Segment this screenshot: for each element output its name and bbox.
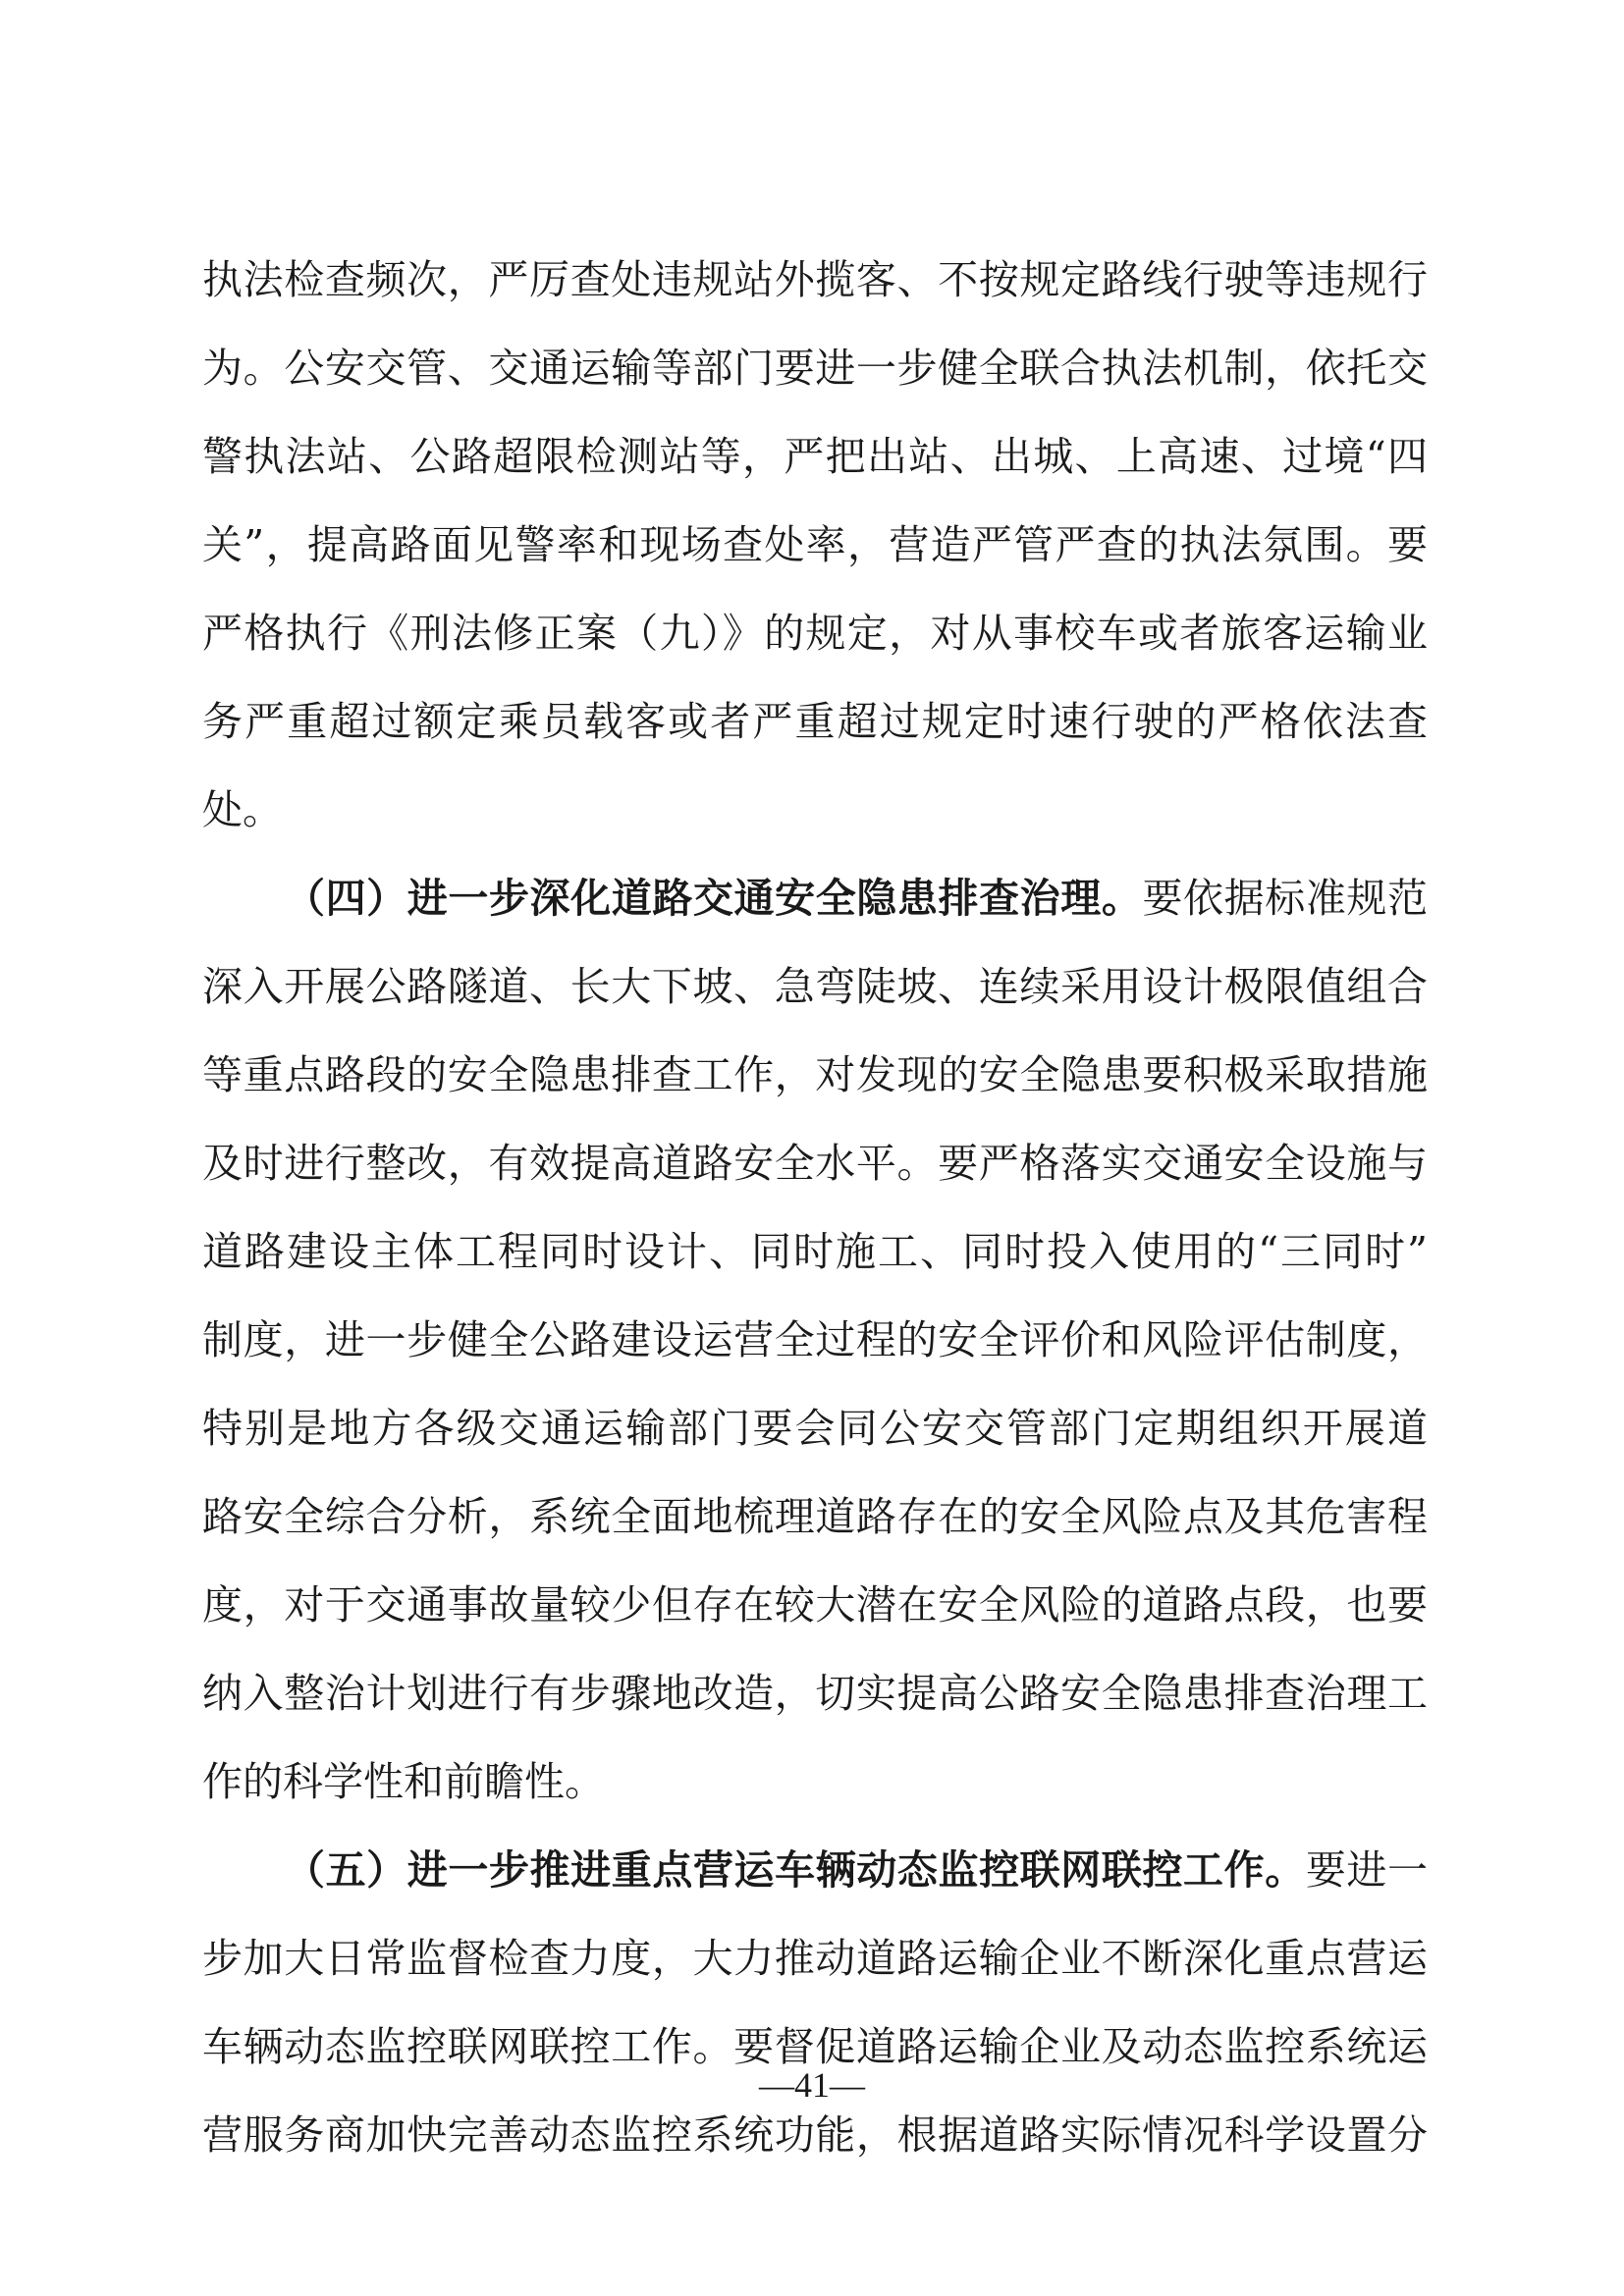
section-5-first-line [202, 1826, 1428, 1914]
text-line: 等重点路段的安全隐患排查工作，对发现的安全隐患要积极采取措施 [202, 1051, 1428, 1098]
text-line: 及时进行整改，有效提高道路安全水平。要严格落实交通安全设施与 [202, 1140, 1428, 1187]
section-5-first-line-text: 要进一 [1305, 1846, 1428, 1894]
text-line: 处。 [202, 786, 283, 833]
section-4-first-line-text: 要依据标准规范 [1142, 875, 1428, 922]
text-line: 作的科学性和前瞻性。 [202, 1758, 605, 1805]
text-line: 为。公安交管、交通运输等部门要进一步健全联合执法机制，依托交 [202, 345, 1428, 392]
text-line: 务严重超过额定乘员载客或者严重超过规定时速行驶的严格依法查 [202, 698, 1428, 745]
text-line: 车辆动态监控联网联控工作。要督促道路运输企业及动态监控系统运 [202, 2023, 1428, 2070]
body-text [202, 236, 1428, 2179]
text-line: 警执法站、公路超限检测站等，严把出站、出城、上高速、过境“四 [202, 433, 1428, 480]
text-line: 路安全综合分析，系统全面地梳理道路存在的安全风险点及其危害程 [202, 1493, 1428, 1540]
text-line: 关”，提高路面见警率和现场查处率，营造严管严查的执法氛围。要 [202, 521, 1428, 568]
page-number: —41— [759, 2065, 865, 2105]
text-line: 深入开展公路隧道、长大下坡、急弯陡坡、连续采用设计极限值组合 [202, 963, 1428, 1010]
text-line: 营服务商加快完善动态监控系统功能，根据道路实际情况科学设置分 [202, 2111, 1428, 2159]
text-line: 制度，进一步健全公路建设运营全过程的安全评价和风险评估制度， [202, 1316, 1428, 1363]
section-5-heading: （五）进一步推进重点营运车辆动态监控联网联控工作。 [285, 1846, 1306, 1894]
text-line: 特别是地方各级交通运输部门要会同公安交管部门定期组织开展道 [202, 1405, 1428, 1452]
text-line: 严格执行《刑法修正案（九）》的规定，对从事校车或者旅客运输业 [202, 610, 1428, 657]
text-line: 道路建设主体工程同时设计、同时施工、同时投入使用的“三同时” [202, 1228, 1428, 1275]
section-4-heading: （四）进一步深化道路交通安全隐患排查治理。 [285, 875, 1143, 922]
text-line: 度，对于交通事故量较少但存在较大潜在安全风险的道路点段，也要 [202, 1581, 1428, 1629]
text-line: 纳入整治计划进行有步骤地改造，切实提高公路安全隐患排查治理工 [202, 1670, 1428, 1717]
section-4-first-line [202, 854, 1428, 942]
text-line: 执法检查频次，严厉查处违规站外揽客、不按规定路线行驶等违规行 [202, 256, 1428, 303]
text-line: 步加大日常监督检查力度，大力推动道路运输企业不断深化重点营运 [202, 1935, 1428, 1982]
